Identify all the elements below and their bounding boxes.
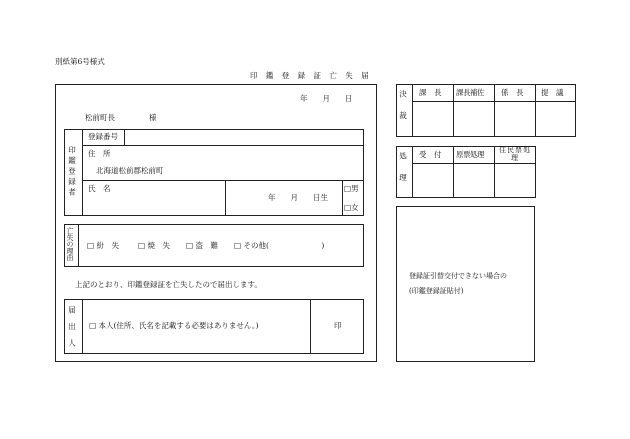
reason-other-checkbox[interactable]: □ その他( )	[234, 242, 324, 250]
reason-burned-checkbox[interactable]: □ 焼 失	[138, 242, 170, 250]
sex-male-checkbox[interactable]: □ 男	[344, 185, 359, 193]
reg-number-field[interactable]	[125, 130, 363, 144]
approval-stamp-1[interactable]	[413, 102, 453, 136]
approval-stamp-2[interactable]	[454, 102, 494, 136]
processing-stamp-2[interactable]	[454, 164, 494, 197]
approval-col-proposal: 提 議	[541, 88, 564, 97]
processing-col-reception: 受 付	[419, 150, 442, 159]
form-title: 印 鑑 登 録 証 亡 失 届	[250, 71, 372, 80]
processing-stamp-1[interactable]	[413, 164, 453, 197]
sex-female-checkbox[interactable]: □ 女	[344, 204, 359, 212]
loss-reason-label: 亡失の理由	[66, 227, 74, 261]
approval-col-deputy-chief: 課長補佐	[456, 88, 484, 97]
processing-col-resident: 住民票処理	[499, 146, 531, 162]
reason-stolen-checkbox[interactable]: □ 盗 難	[186, 242, 218, 250]
processing-label: 処理	[398, 152, 408, 195]
paste-note-line2: (印鑑登録証貼付)	[409, 287, 464, 295]
reason-lost-checkbox[interactable]: □ 紛 失	[87, 242, 119, 250]
statement-text: 上記のとおり、印鑑登録証を亡失したので届出します。	[75, 280, 262, 289]
address-label: 住 所	[88, 149, 111, 158]
form-number: 別紙第6号様式	[55, 57, 105, 66]
approval-stamp-3[interactable]	[495, 102, 535, 136]
date-field[interactable]: 年 月 日	[300, 94, 353, 103]
approval-col-section-chief: 課 長	[419, 88, 442, 97]
approval-col-subsection-chief: 係 長	[501, 88, 524, 97]
address-value[interactable]: 北海道松前郡松前町	[96, 166, 164, 175]
reg-number-label: 登録番号	[88, 132, 118, 141]
paste-note-line1: 登録証引替交付できない場合の	[409, 272, 507, 280]
approval-label: 決裁	[398, 90, 408, 133]
notifier-self-checkbox[interactable]: □ 本人(住所、氏名を記載する必要はありません。)	[89, 322, 259, 330]
notifier-label: 届出人	[67, 306, 77, 356]
seal-mark: 印	[334, 321, 342, 330]
processing-col-ledger: 原票処理	[456, 150, 484, 159]
birth-date-field[interactable]: 年 月 日生	[268, 193, 328, 202]
registrant-label: 印鑑登録者	[67, 146, 77, 199]
name-label: 氏 名	[88, 184, 111, 193]
addressee-suffix: 様	[149, 113, 157, 122]
addressee: 松前町長	[85, 113, 115, 122]
processing-stamp-3[interactable]	[495, 164, 535, 197]
name-field[interactable]	[120, 183, 220, 213]
card-paste-area[interactable]	[396, 206, 535, 362]
approval-stamp-4[interactable]	[536, 102, 576, 136]
